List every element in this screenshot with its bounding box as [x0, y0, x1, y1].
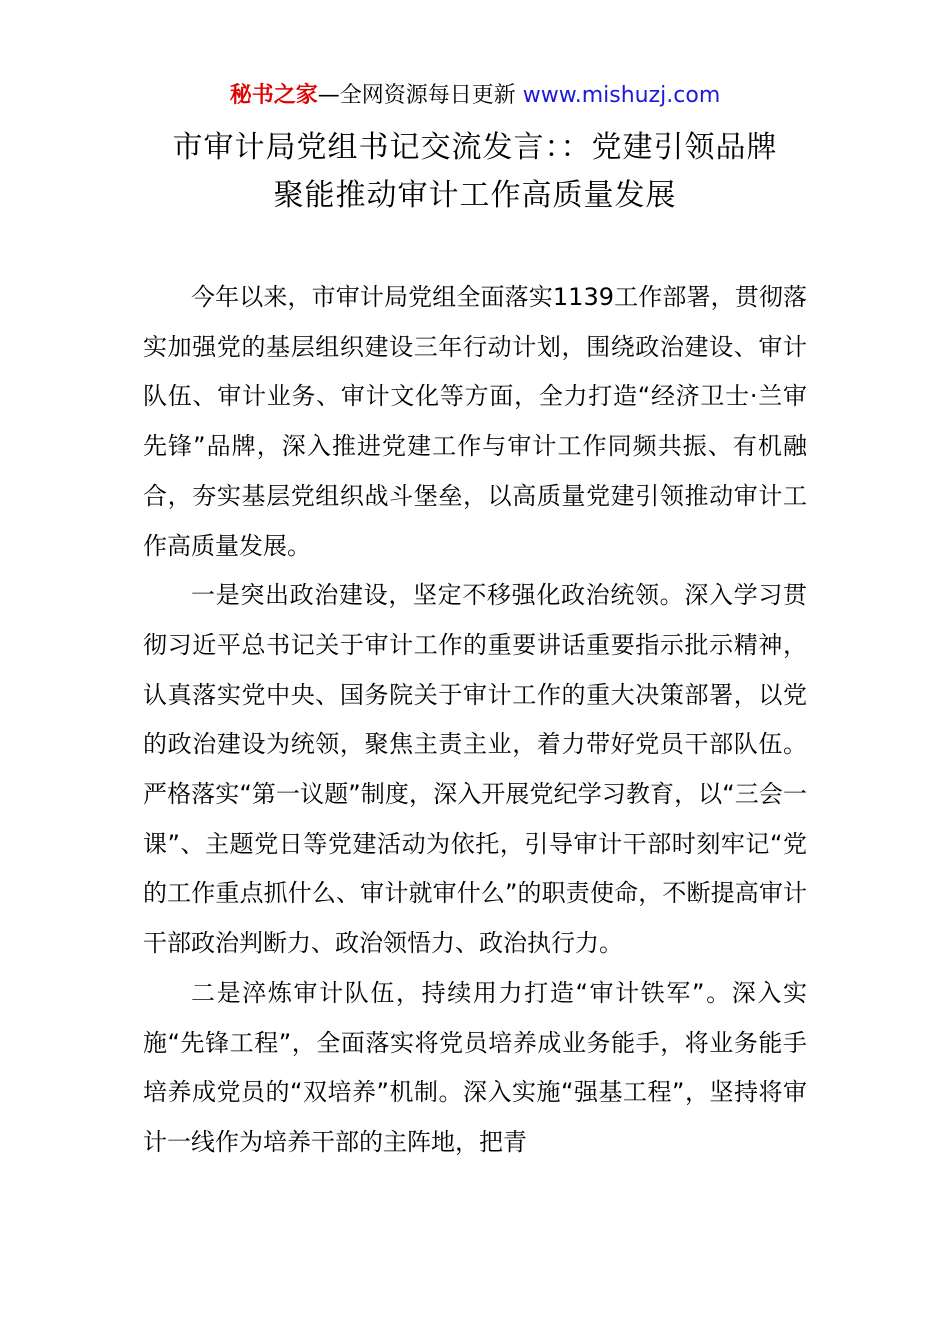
paragraph-political-building: 一是突出政治建设，坚定不移强化政治统领。深入学习贯彻习近平总书记关于审计工作的重要讲话重要指示批示精神，认真落实党中央、国务院关于审计工作的重大决策部署，以党的政治建设为统领，聚焦主责主业，着力带好党员干部队伍。严格落实“第一议题”制度，深入开展党纪学习教育，以“三会一课”、主题党日等党建活动为依托，引导审计干部时刻牢记“党的工作重点抓什么、审计就审什么”的职责使命，不断提高审计干部政治判断力、政治领悟力、政治执行力。 [143, 581, 807, 958]
site-url-link[interactable]: www.mishuzj.com [522, 83, 721, 108]
document-title-line-1: 市审计局党组书记交流发言：：党建引领品牌 [172, 130, 778, 165]
site-header [0, 80, 950, 112]
paragraph-intro: 今年以来，市审计局党组全面落实1139工作部署，贯彻落实加强党的基层组织建设三年行动计划，围绕政治建设、审计队伍、审计业务、审计文化等方面，全力打造“经济卫士·兰审先锋”品牌，深入推进党建工作与审计工作同频共振、有机融合，夯实基层党组织战斗堡垒，以高质量党建引领推动审计工作高质量发展。 [143, 283, 807, 560]
site-brand: 秘书之家 [229, 83, 318, 108]
site-tagline: —全网资源每日更新 [317, 83, 523, 108]
document-body [143, 273, 807, 1168]
document-title [0, 124, 950, 220]
paragraph-audit-team: 二是淬炼审计队伍，持续用力打造“审计铁军”。深入实施“先锋工程”，全面落实将党员培养成业务能手，将业务能手培养成党员的“双培养”机制。深入实施“强基工程”，坚持将审计一线作为培养干部的主阵地，把青 [143, 978, 807, 1156]
document-title-line-2: 聚能推动审计工作高质量发展 [273, 178, 677, 213]
